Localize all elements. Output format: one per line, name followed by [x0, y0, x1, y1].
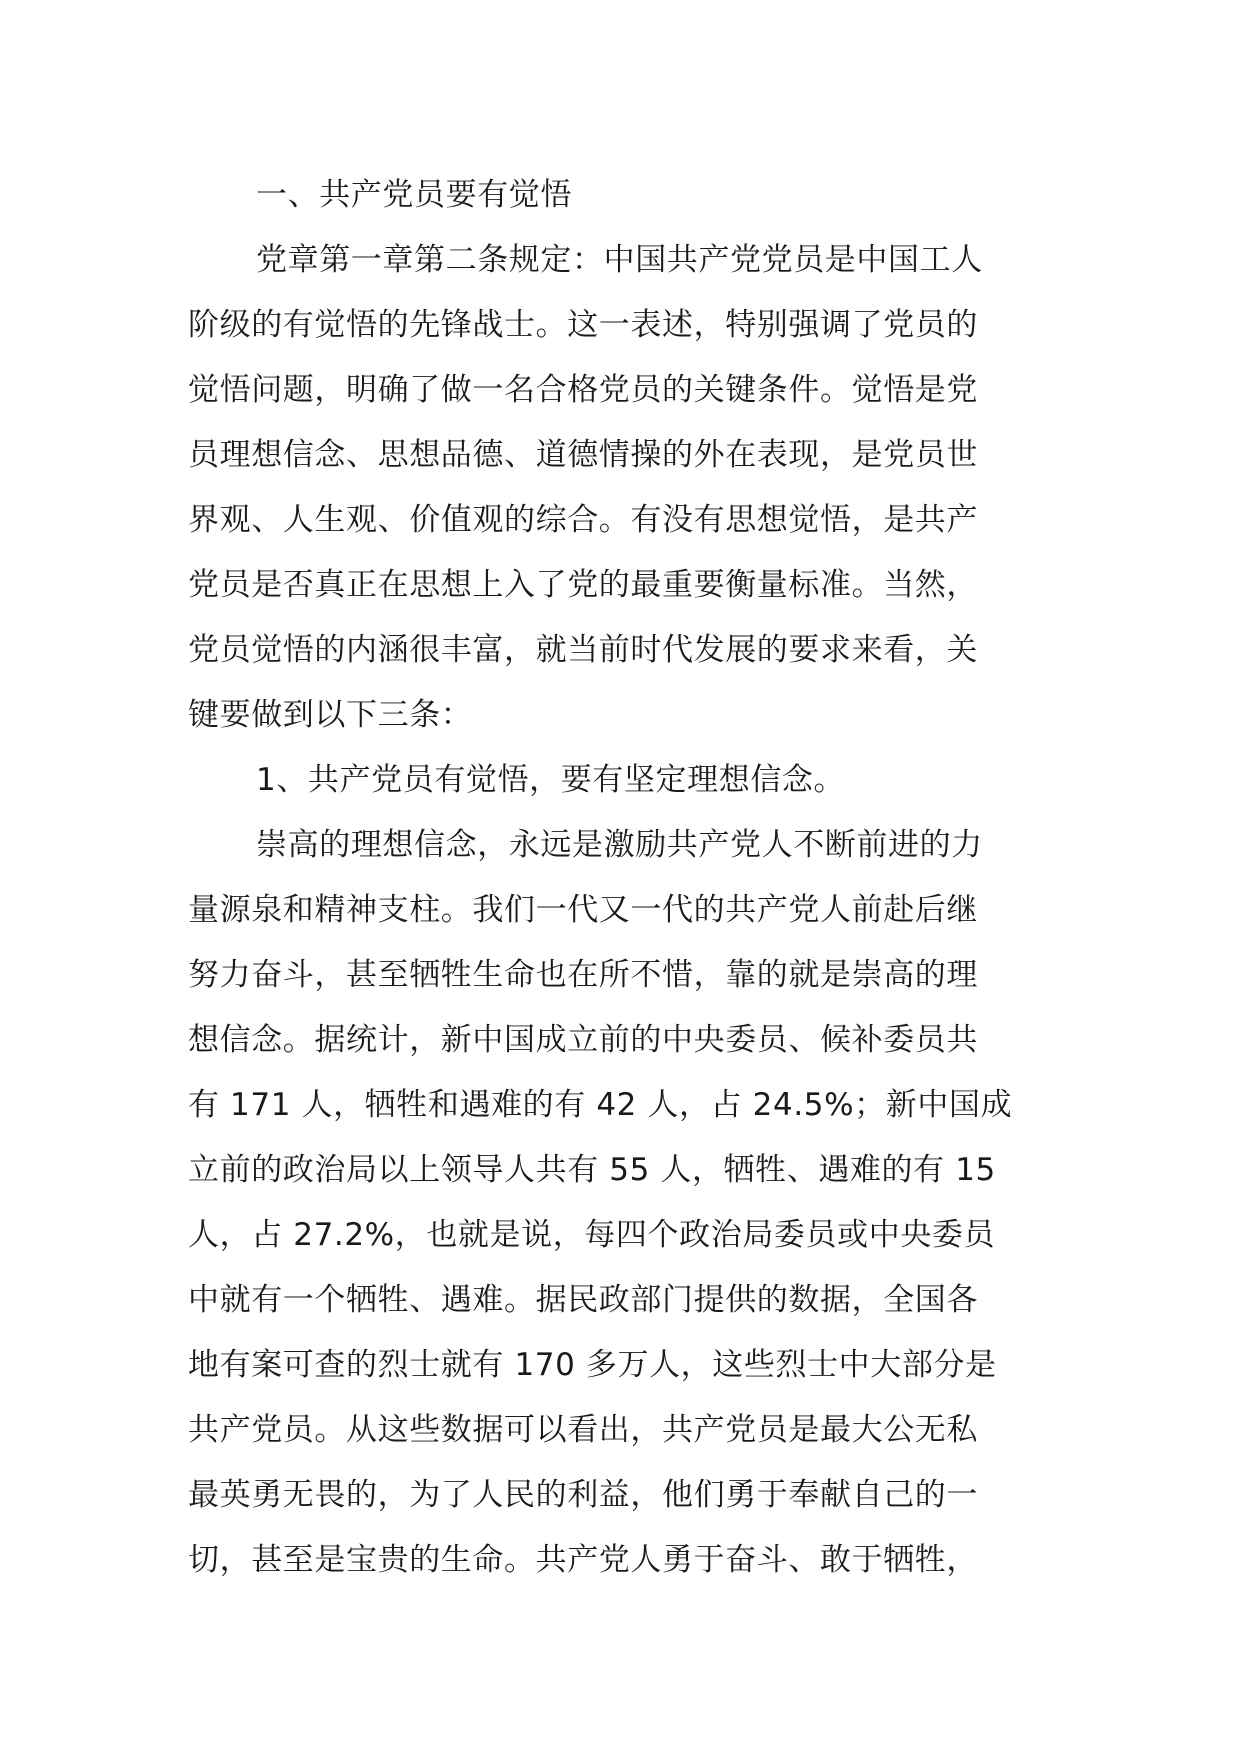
paragraph-line: 党员是否真正在思想上入了党的最重要衡量标准。当然，	[188, 567, 978, 603]
paragraph-line: 共产党员。从这些数据可以看出，共产党员是最大公无私	[188, 1412, 978, 1448]
paragraph-line: 有 171 人，牺牲和遇难的有 42 人，占 24.5%；新中国成	[188, 1087, 1013, 1123]
paragraph-line: 员理想信念、思想品德、道德情操的外在表现，是党员世	[188, 437, 978, 473]
paragraph-line: 阶级的有觉悟的先锋战士。这一表述，特别强调了党员的	[188, 307, 978, 343]
paragraph-line: 地有案可查的烈士就有 170 多万人，这些烈士中大部分是	[188, 1347, 997, 1383]
paragraph-line: 最英勇无畏的，为了人民的利益，他们勇于奉献自己的一	[188, 1477, 978, 1513]
paragraph-line: 界观、人生观、价值观的综合。有没有思想觉悟，是共产	[188, 502, 978, 538]
paragraph-line: 量源泉和精神支柱。我们一代又一代的共产党人前赴后继	[188, 892, 978, 928]
paragraph-line: 崇高的理想信念，永远是激励共产党人不断前进的力	[256, 827, 983, 863]
paragraph-line: 人，占 27.2%，也就是说，每四个政治局委员或中央委员	[188, 1217, 996, 1253]
paragraph-line: 觉悟问题，明确了做一名合格党员的关键条件。觉悟是党	[188, 372, 978, 408]
subsection-heading: 1、共产党员有觉悟，要有坚定理想信念。	[256, 762, 846, 798]
paragraph-line: 想信念。据统计，新中国成立前的中央委员、候补委员共	[188, 1022, 978, 1058]
paragraph-line: 键要做到以下三条：	[188, 697, 473, 733]
paragraph-line: 党章第一章第二条规定：中国共产党党员是中国工人	[256, 242, 983, 278]
paragraph-line: 努力奋斗，甚至牺牲生命也在所不惜，靠的就是崇高的理	[188, 957, 978, 993]
paragraph-line: 立前的政治局以上领导人共有 55 人，牺牲、遇难的有 15	[188, 1152, 996, 1188]
section-heading: 一、共产党员要有觉悟	[256, 177, 572, 213]
paragraph-line: 党员觉悟的内涵很丰富，就当前时代发展的要求来看，关	[188, 632, 978, 668]
paragraph-line: 切，甚至是宝贵的生命。共产党人勇于奋斗、敢于牺牲，	[188, 1542, 978, 1578]
body-text	[188, 163, 1054, 1593]
paragraph-line: 中就有一个牺牲、遇难。据民政部门提供的数据，全国各	[188, 1282, 978, 1318]
